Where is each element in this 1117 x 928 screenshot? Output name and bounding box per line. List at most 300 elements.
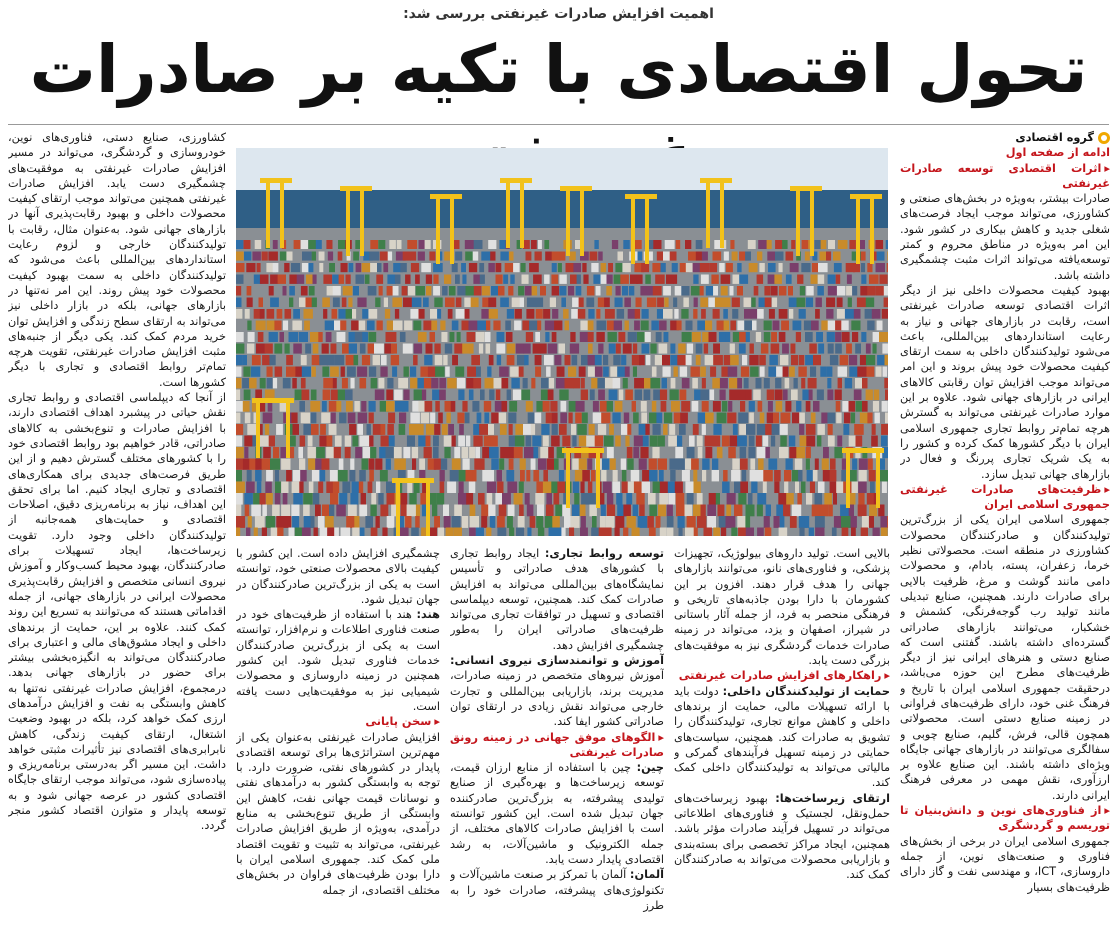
container (791, 344, 796, 354)
container (541, 390, 549, 401)
container (302, 252, 312, 261)
container (588, 367, 596, 377)
container (810, 367, 816, 377)
crane-beam (850, 194, 882, 199)
container (300, 436, 306, 447)
container (331, 413, 336, 424)
container (431, 378, 438, 388)
container (817, 390, 824, 401)
container (569, 252, 576, 261)
container (625, 436, 629, 447)
container (245, 413, 251, 424)
container (494, 378, 502, 388)
container (356, 263, 362, 272)
container (702, 424, 706, 435)
container (382, 528, 387, 537)
container (439, 390, 446, 401)
container (838, 378, 842, 388)
container (849, 240, 856, 249)
container (704, 344, 708, 354)
container (246, 263, 255, 272)
container (636, 298, 642, 308)
container (313, 493, 319, 505)
container (749, 436, 755, 447)
container (498, 286, 505, 296)
container (722, 482, 730, 494)
container (846, 344, 852, 354)
container (457, 378, 466, 388)
container (701, 275, 709, 284)
container (479, 344, 483, 354)
container (543, 482, 552, 494)
container (876, 367, 882, 377)
container (608, 332, 617, 342)
container (304, 309, 313, 319)
container (606, 516, 615, 528)
container (653, 286, 662, 296)
container (272, 505, 280, 517)
container (644, 378, 651, 388)
container (520, 298, 524, 308)
container (267, 378, 273, 388)
container (353, 252, 359, 261)
container (523, 424, 532, 435)
container (649, 413, 657, 424)
container (757, 493, 766, 505)
container (593, 413, 603, 424)
container (609, 390, 618, 401)
container (771, 436, 775, 447)
container (333, 298, 340, 308)
container (394, 390, 403, 401)
container (696, 355, 701, 365)
container (557, 482, 566, 494)
container (728, 447, 736, 458)
container (732, 309, 738, 319)
container (828, 424, 833, 435)
container (450, 470, 459, 481)
container (724, 298, 731, 308)
container (761, 344, 769, 354)
container (615, 516, 624, 528)
container (308, 263, 313, 272)
container (633, 367, 637, 377)
container (379, 286, 383, 296)
container (403, 344, 413, 354)
container (634, 321, 640, 331)
container (318, 482, 323, 494)
container (549, 378, 554, 388)
container (523, 344, 530, 354)
container (876, 263, 886, 272)
container (411, 263, 419, 272)
container (440, 482, 445, 494)
container (817, 436, 821, 447)
container (455, 367, 464, 377)
container (854, 390, 862, 401)
container (320, 528, 328, 537)
container (824, 493, 832, 505)
container (440, 321, 445, 331)
container (281, 459, 290, 470)
container (465, 252, 473, 261)
container (375, 298, 380, 308)
container (658, 505, 666, 517)
container (685, 505, 693, 517)
container (444, 516, 451, 528)
container (766, 505, 771, 517)
container (359, 470, 366, 481)
container (667, 528, 674, 537)
container (887, 516, 888, 528)
container (310, 401, 320, 412)
container (681, 401, 690, 412)
container (672, 263, 678, 272)
container (819, 252, 826, 261)
container (805, 516, 809, 528)
container (648, 493, 656, 505)
container (535, 332, 540, 342)
container (859, 470, 867, 481)
container (817, 424, 825, 435)
container (650, 436, 658, 447)
container (430, 332, 436, 342)
container (459, 482, 464, 494)
container (816, 332, 823, 342)
container (367, 424, 371, 435)
container (702, 252, 708, 261)
container (355, 447, 362, 458)
container (387, 424, 394, 435)
container (445, 298, 455, 308)
container (681, 309, 688, 319)
container (543, 470, 548, 481)
container (469, 447, 475, 458)
container (737, 436, 747, 447)
container (348, 505, 357, 517)
container (476, 332, 485, 342)
container (775, 240, 782, 249)
container (687, 344, 693, 354)
container (692, 378, 698, 388)
container (855, 378, 863, 388)
container (593, 275, 600, 284)
container (486, 344, 491, 354)
container (574, 493, 579, 505)
container (513, 263, 520, 272)
container (526, 252, 532, 261)
container (386, 482, 395, 494)
container (754, 286, 759, 296)
container (532, 286, 538, 296)
container (487, 493, 493, 505)
container (597, 321, 607, 331)
container (738, 493, 746, 505)
crane-beam (500, 178, 532, 183)
container (479, 263, 484, 272)
container (721, 275, 731, 284)
crane-beam (520, 178, 524, 248)
bottom-column-1 (674, 546, 890, 922)
container (284, 263, 289, 272)
container (410, 367, 416, 377)
container (449, 286, 456, 296)
container (550, 401, 557, 412)
container (559, 286, 566, 296)
crane-beam (625, 194, 657, 199)
container (598, 424, 606, 435)
container (700, 286, 704, 296)
container (262, 505, 267, 517)
container (394, 459, 401, 470)
container (603, 355, 608, 365)
container (659, 493, 668, 505)
container (507, 355, 515, 365)
container (236, 436, 242, 447)
container (329, 424, 337, 435)
container (236, 275, 244, 284)
container (806, 459, 810, 470)
container (818, 344, 824, 354)
container (837, 286, 846, 296)
container (308, 436, 313, 447)
container (300, 470, 307, 481)
container (341, 263, 348, 272)
container (478, 493, 485, 505)
container (360, 528, 365, 537)
container (508, 505, 515, 517)
container (670, 470, 675, 481)
container (466, 436, 470, 447)
container (586, 298, 594, 308)
paragraph (450, 760, 664, 867)
container (349, 332, 356, 342)
container (815, 459, 819, 470)
container (719, 516, 727, 528)
container (745, 516, 750, 528)
container (818, 275, 825, 284)
container (764, 516, 770, 528)
container (441, 459, 447, 470)
container (315, 505, 321, 517)
container (359, 482, 363, 494)
container (444, 447, 450, 458)
container (661, 401, 667, 412)
container (400, 528, 409, 537)
brand-logo-icon (1098, 132, 1110, 144)
container (823, 470, 830, 481)
container (675, 482, 683, 494)
container (813, 355, 821, 365)
container (748, 447, 755, 458)
container (737, 378, 742, 388)
container (268, 252, 278, 261)
container (435, 367, 445, 377)
container (821, 413, 828, 424)
container (412, 459, 416, 470)
container (700, 390, 709, 401)
container (561, 528, 565, 537)
container (576, 286, 582, 296)
container (639, 505, 645, 517)
container (546, 505, 554, 517)
container (260, 436, 269, 447)
container (355, 332, 364, 342)
container (412, 298, 422, 308)
container (419, 459, 425, 470)
container (756, 436, 762, 447)
container (750, 459, 755, 470)
container (652, 401, 657, 412)
paragraph-lead: توسعه روابط تجاری: (544, 547, 664, 560)
paragraph-body: آموزش نیروهای متخصص در زمینه صادرات، مدیریت برند، بازاریابی بین‌المللی و تجارت خارجی می‌تواند نقش زیادی در ارتقای توان صادراتی کشور ایفا کند. (450, 669, 664, 729)
container (393, 286, 399, 296)
container (359, 321, 366, 331)
container (349, 424, 356, 435)
container (452, 459, 461, 470)
crane-beam (566, 448, 570, 508)
container (856, 436, 863, 447)
container (631, 470, 640, 481)
container (354, 516, 359, 528)
container (290, 447, 295, 458)
container (470, 505, 476, 517)
container (424, 355, 432, 365)
container (506, 332, 513, 342)
container (569, 528, 574, 537)
container (421, 263, 431, 272)
paragraph: کشاورزی، صنایع دستی، فناوری‌های نوین، خودروسازی و گردشگری، می‌تواند در مسیر افزایش صادرات غیرنفتی به موفقیت‌های چشمگیری دست یابد. افزایش صادرات غیرنفتی همچنین می‌تواند موجب ارتقای کیفیت محصولات داخلی و بهبود رقابت‌پذیری آنها در بازارهای جهانی شود. به‌عنوان مثال، رقابت با تولیدکنندگان خارجی و لزوم رعایت استانداردهای بین‌المللی باعث می‌شود که تولیدکنندگان داخلی به سمت بهبود کیفیت محصولات خود پیش روند. این امر نه‌تنها در بازارهای جهانی، بلکه در بازار داخلی نیز می‌تواند به ارتقای سطح زندگی و افزایش توان خرید مردم کمک کند. یکی دیگر از جنبه‌های مثبت افزایش صادرات غیرنفتی، تقویت هرچه تمام‌تر روابط اقتصادی و تجاری با دیگر کشورها است. (8, 131, 226, 389)
container (873, 344, 877, 354)
container (249, 378, 257, 388)
container (292, 321, 302, 331)
paragraph-body: دولت باید با ارائه تسهیلات مالی، حمایت از برندهای داخلی و کاهش موانع تجاری، تولیدکنندگان را تشویق به صادرات کند. همچنین، سیاست‌های حمایتی در زمینه تسهیل فرآیندهای گمرکی و مالیاتی می‌تواند به تولیدکنندگان داخلی کمک کند. (674, 684, 890, 790)
container (365, 275, 370, 284)
container (537, 321, 541, 331)
container (751, 482, 757, 494)
container (791, 240, 795, 249)
container (302, 367, 311, 377)
container (248, 332, 255, 342)
container (675, 286, 683, 296)
container (775, 252, 784, 261)
container (589, 424, 595, 435)
container (378, 240, 385, 249)
container (692, 401, 699, 412)
container (702, 459, 709, 470)
crane-beam (842, 448, 884, 453)
container (728, 367, 738, 377)
container (854, 424, 864, 435)
container (601, 505, 606, 517)
container (721, 286, 728, 296)
container (700, 367, 706, 377)
container (533, 275, 542, 284)
container (362, 263, 372, 272)
container (748, 240, 756, 249)
container (473, 378, 481, 388)
container (497, 355, 501, 365)
container (236, 286, 241, 296)
container (430, 413, 435, 424)
container (357, 424, 363, 435)
container (692, 332, 701, 342)
container (257, 482, 262, 494)
container (424, 378, 431, 388)
container (885, 390, 888, 401)
container (247, 321, 251, 331)
subheading: ▸ اثرات اقتصادی توسعه صادرات غیرنفتی (900, 161, 1110, 192)
container (868, 459, 873, 470)
left-column (8, 130, 226, 922)
container (350, 459, 354, 470)
container (771, 344, 780, 354)
container (773, 321, 780, 331)
container (448, 309, 453, 319)
container (255, 516, 265, 528)
container (322, 344, 329, 354)
container (806, 493, 812, 505)
container (582, 263, 586, 272)
container (591, 470, 596, 481)
container (641, 263, 649, 272)
container (380, 367, 387, 377)
container (376, 482, 380, 494)
container (627, 447, 633, 458)
container (607, 493, 613, 505)
container (369, 413, 374, 424)
container (458, 493, 467, 505)
container (875, 413, 880, 424)
paragraph-lead: ارتقای زیرساخت‌ها: (775, 791, 890, 805)
container (408, 286, 415, 296)
container (327, 436, 333, 447)
container (345, 436, 351, 447)
container (797, 493, 802, 505)
container (749, 355, 758, 365)
container (751, 298, 755, 308)
container (687, 447, 695, 458)
container (591, 528, 600, 537)
container (768, 263, 776, 272)
container (702, 470, 706, 481)
container (469, 482, 476, 494)
container (490, 252, 495, 261)
container (368, 286, 377, 296)
container (730, 240, 734, 249)
container (327, 355, 335, 365)
container (388, 413, 395, 424)
container (260, 275, 269, 284)
container (686, 263, 693, 272)
container (731, 528, 737, 537)
container (507, 309, 514, 319)
paragraph: از آنجا که دیپلماسی اقتصادی و روابط تجاری نقش حیاتی در پیشبرد اهداف اقتصادی دارند، با افزایش صادرات و تنوع‌بخشی به کالاهای صادراتی، قادر خواهیم بود روابط اقتصادی خود را با کشورهای مختلف گسترش دهیم و از این طریق فرصت‌های جدیدی برای همکاری‌های اقتصادی و تجاری ایجاد کنیم. اما برای تحقق این اهداف، نیاز به برنامه‌ریزی دقیق، اصلاحات اقتصادی و حمایت‌های همه‌جانبه از تولیدکنندگان داخلی وجود دارد. تقویت زیرساخت‌ها، ایجاد تسهیلات برای صادرکنندگان، بهبود محیط کسب‌وکار و آموزش نیروی انسانی متخصص و افزایش رقابت‌پذیری محصولات ایرانی در بازارهای جهانی، از جمله اقداماتی هستند که می‌توانند به تسریع این روند کمک کنند. علاوه بر این، حمایت از برندهای داخلی و ایجاد مشوق‌های مالی و اعتباری برای صادرکنندگان می‌تواند به انگیزه‌بخشی بیشتر برای حضور در بازارهای جهانی بدهد. درمجموع، افزایش صادرات غیرنفتی نه‌تنها به کاهش وابستگی به نفت و افزایش درآمدهای ارزی کمک خواهد کرد، بلکه در بهبود وضعیت اشتغال، ارتقای کیفیت زندگی، کاهش نابرابری‌های اقتصادی نیز تأثیرات مثبتی خواهد داشت. این مسیر اگر به‌درستی برنامه‌ریزی و پیاده‌سازی شود، می‌تواند موجب ارتقای جایگاه اقتصادی کشور در عرصه جهانی شود و به توسعه پایدار و متوازن اقتصاد کشور منجر گردد. (8, 391, 226, 833)
container (596, 286, 601, 296)
container (592, 516, 597, 528)
container (526, 401, 533, 412)
container (326, 240, 332, 249)
container (869, 516, 874, 528)
container (830, 355, 838, 365)
container (806, 436, 815, 447)
container (558, 263, 562, 272)
container (493, 321, 500, 331)
container (632, 401, 636, 412)
container (325, 516, 334, 528)
container (873, 528, 880, 537)
container (443, 505, 449, 517)
